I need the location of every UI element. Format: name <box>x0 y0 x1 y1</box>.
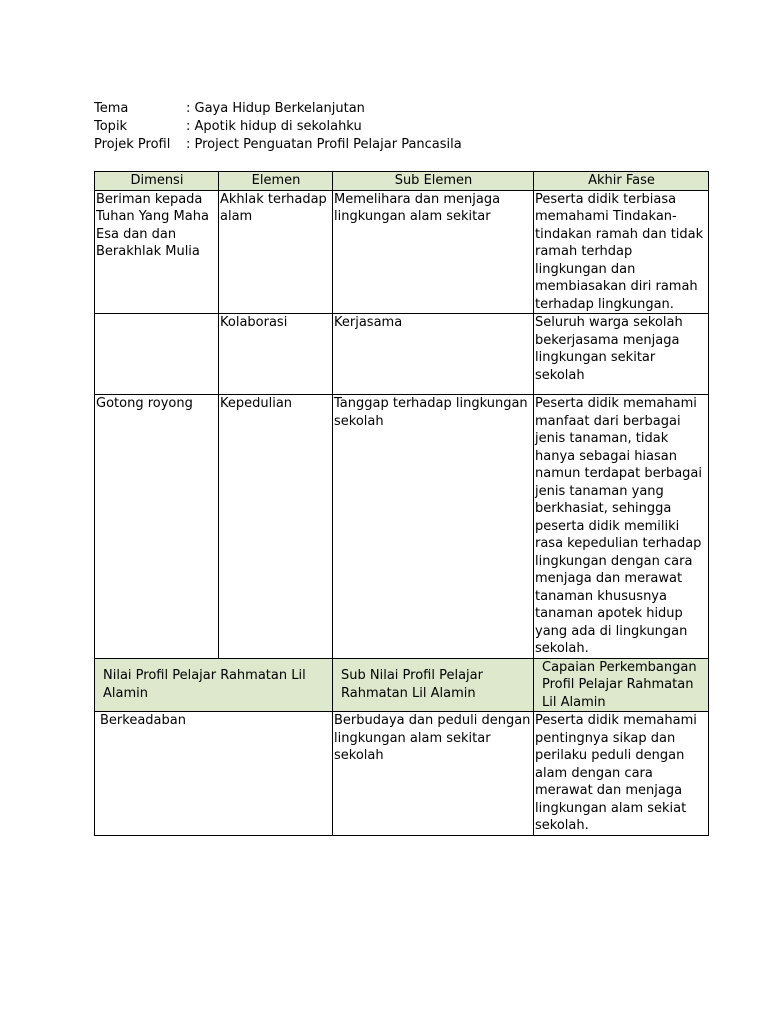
table-row <box>95 395 709 659</box>
cell-sub-elemen: Kerjasama <box>333 314 534 395</box>
cell-nilai: Berkeadaban <box>95 712 333 836</box>
cell-sub-nilai: Berbudaya dan peduli dengan lingkungan alam sekitar sekolah <box>333 712 534 836</box>
topik-label: Topik <box>94 119 128 134</box>
table-row <box>95 712 709 836</box>
table-row <box>95 190 709 314</box>
cell-capaian: Peserta didik memahami pentingnya sikap dan perilaku peduli dengan alam dengan cara merawat dan menjaga lingkungan alam sekiat sekolah. <box>534 712 709 836</box>
cell-dimensi: Gotong royong <box>95 395 219 659</box>
tema-value: : Gaya Hidup Berkelanjutan <box>186 101 365 116</box>
subheader-row <box>95 658 709 712</box>
topik-value: : Apotik hidup di sekolahku <box>186 119 362 134</box>
header-dimensi: Dimensi <box>95 172 219 191</box>
cell-sub-elemen: Tanggap terhadap lingkungan sekolah <box>333 395 534 659</box>
cell-dimensi <box>95 314 219 395</box>
cell-akhir-fase: Peserta didik memahami manfaat dari berbagai jenis tanaman, tidak hanya sebagai hiasan namun terdapat berbagai jenis tanaman yang berkhasiat, sehingga peserta didik memiliki rasa kepedulian terhadap lingkungan dengan cara menjaga dan merawat tanaman khususnya tanaman apotek hidup yang ada di lingkungan sekolah. <box>534 395 709 659</box>
document-header <box>94 100 462 154</box>
cell-sub-elemen: Memelihara dan menjaga lingkungan alam sekitar <box>333 190 534 314</box>
header-akhir-fase: Akhir Fase <box>534 172 709 191</box>
subheader-nilai: Nilai Profil Pelajar Rahmatan Lil Alamin <box>95 658 333 712</box>
table-row <box>95 314 709 395</box>
projek-value: : Project Penguatan Profil Pelajar Pancasila <box>186 137 462 152</box>
subheader-capaian: Capaian Perkembangan Profil Pelajar Rahmatan Lil Alamin <box>534 658 709 712</box>
header-row-tema <box>94 100 462 118</box>
profile-table <box>94 171 709 836</box>
tema-label: Tema <box>94 101 129 116</box>
cell-elemen: Kepedulian <box>219 395 333 659</box>
projek-label: Projek Profil <box>94 137 171 152</box>
cell-akhir-fase: Seluruh warga sekolah bekerjasama menjaga lingkungan sekitar sekolah <box>534 314 709 395</box>
header-sub-elemen: Sub Elemen <box>333 172 534 191</box>
header-row-projek <box>94 136 462 154</box>
cell-akhir-fase: Peserta didik terbiasa memahami Tindakan-tindakan ramah dan tidak ramah terhdap lingkungan dan membiasakan diri ramah terhadap lingkungan. <box>534 190 709 314</box>
subheader-sub-nilai: Sub Nilai Profil Pelajar Rahmatan Lil Alamin <box>333 658 534 712</box>
cell-elemen: Kolaborasi <box>219 314 333 395</box>
table-header-row <box>95 172 709 191</box>
header-elemen: Elemen <box>219 172 333 191</box>
cell-dimensi: Beriman kepada Tuhan Yang Maha Esa dan dan Berakhlak Mulia <box>95 190 219 314</box>
header-row-topik <box>94 118 462 136</box>
cell-elemen: Akhlak terhadap alam <box>219 190 333 314</box>
